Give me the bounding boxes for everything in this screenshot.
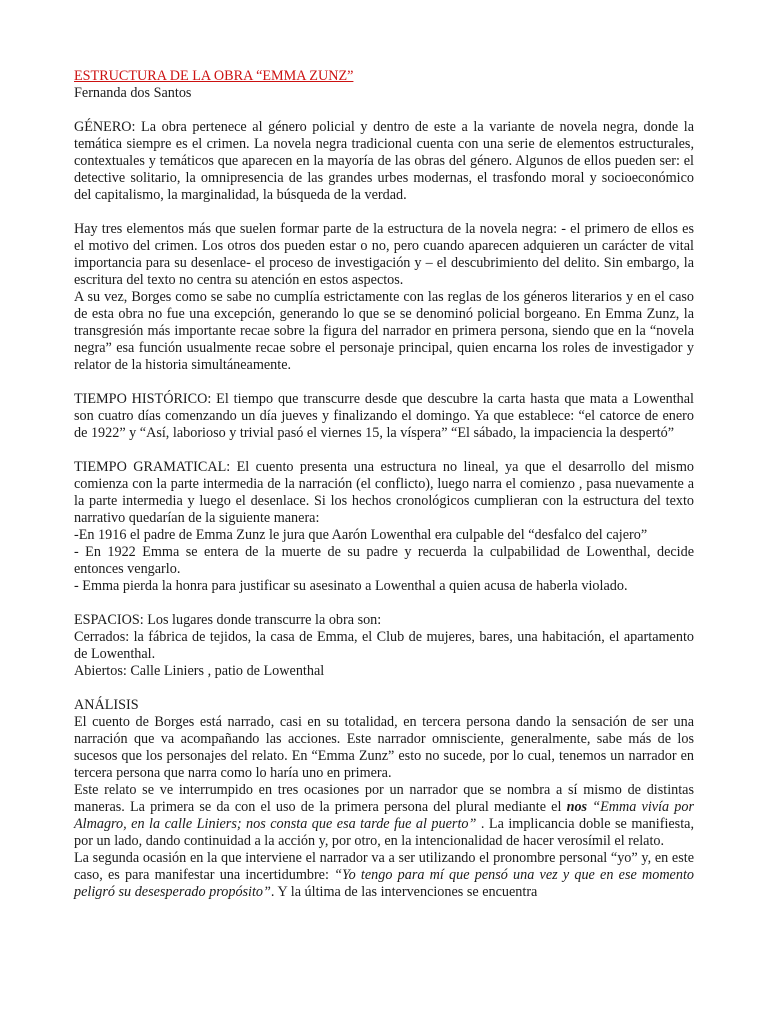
analisis-2-nos: nos — [566, 799, 588, 815]
paragraph-genero: GÉNERO: La obra pertenece al género policial y dentro de este a la variante de novela negra, donde la temática siempre es el crimen. La novela negra tradicional cuenta con una serie de elementos estructurales, contextuales y temáticos que aparecen en la mayoría de las obras del género. Algunos de ellos pueden ser: el detective solitario, la omnipresencia de las grandes urbes modernas, el trasfondo moral y socioeconómico del capitalismo, la marginalidad, la búsqueda de la verdad. — [74, 119, 694, 203]
document-title: ESTRUCTURA DE LA OBRA “EMMA ZUNZ” — [74, 68, 354, 84]
paragraph-abiertos: Abiertos: Calle Liniers , patio de Lowenthal — [74, 663, 325, 679]
document-page — [74, 68, 694, 901]
analisis-3-text-a: La segunda ocasión en la que interviene el narrador va a ser utilizando el pronombre personal “yo” y, en este caso, es para manifestar una incertidumbre: — [74, 850, 694, 883]
paragraph-elementos: Hay tres elementos más que suelen formar parte de la estructura de la novela negra: - el primero de ellos es el motivo del crimen. Los otros dos pueden estar o no, pero cuando aparecen adquieren un carácter de vital importancia para su desenlace- el proceso de investigación y – el descubrimiento del delito. Sin embargo, la escritura del texto no centra su atención en estos aspectos. — [74, 221, 694, 288]
paragraph-cerrados: Cerrados: la fábrica de tejidos, la casa de Emma, el Club de mujeres, bares, una habitación, el apartamento de Lowenthal. — [74, 629, 694, 662]
heading-analisis: ANÁLISIS — [74, 697, 139, 713]
chronology-item-2: - En 1922 Emma se entera de la muerte de su padre y recuerda la culpabilidad de Lowenthal, decide entonces vengarlo. — [74, 544, 694, 577]
paragraph-analisis-3 — [74, 850, 694, 901]
analisis-2-text-b: . La implicancia doble se manifiesta, por un lado, dando continuidad a la acción y, por otro, en la intencionalidad de hacer verosímil el relato. — [74, 816, 694, 849]
paragraph-analisis-2 — [74, 782, 694, 850]
document-author: Fernanda dos Santos — [74, 85, 192, 101]
paragraph-analisis-1: El cuento de Borges está narrado, casi en su totalidad, en tercera persona dando la sensación de ser una narración que va acompañando las acciones. Este narrador omnisciente, generalmente, sabe más de los sucesos que los personajes del relato. En “Emma Zunz” esto no sucede, por lo cual, tenemos un narrador en tercera persona que narra como lo haría uno en primera. — [74, 714, 694, 781]
paragraph-tiempo-historico: TIEMPO HISTÓRICO: El tiempo que transcurre desde que descubre la carta hasta que mata a Lowenthal son cuatro días comenzando un día jueves y finalizando el domingo. Ya que establece: “el catorce de enero de 1922” y “Así, laborioso y trivial pasó el viernes 15, la víspera” “El sábado, la impaciencia la despertó” — [74, 391, 694, 441]
analisis-3-quote: “Yo tengo para mí que pensó una vez y que en ese momento peligró su desesperado propósito” — [74, 867, 694, 900]
paragraph-tiempo-gramatical: TIEMPO GRAMATICAL: El cuento presenta una estructura no lineal, ya que el desarrollo del mismo comienza con la parte intermedia de la narración (el conflicto), luego narra el comienzo , pasa nuevamente a la parte intermedia y luego el desenlace. Si los hechos cronológicos cumplieran con la estructura del texto narrativo quedarían de la siguiente manera: — [74, 459, 694, 526]
paragraph-espacios: ESPACIOS: Los lugares donde transcurre la obra son: — [74, 612, 382, 628]
paragraph-borges: A su vez, Borges como se sabe no cumplía estrictamente con las reglas de los géneros literarios y en el caso de esta obra no fue una excepción, generando lo que se se denominó policial borgeano. En Emma Zunz, la transgresión más importante recae sobre la figura del narrador en primera persona, siendo que en la “novela negra” esa función usualmente recae sobre el personaje principal, quien encarna los roles de investigador y relator de la historia simultáneamente. — [74, 289, 694, 373]
analisis-2-text-a: Este relato se ve interrumpido en tres ocasiones por un narrador que se nombra a sí mismo de distintas maneras. La primera se da con el uso de la primera persona del plural mediante el — [74, 782, 694, 815]
analisis-2-quote: “Emma vivía por Almagro, en la calle Liniers; nos consta que esa tarde fue al puerto” — [74, 799, 694, 832]
chronology-item-1: -En 1916 el padre de Emma Zunz le jura que Aarón Lowenthal era culpable del “desfalco del cajero” — [74, 527, 648, 543]
analisis-3-text-b: . Y la última de las intervenciones se encuentra — [270, 884, 538, 900]
chronology-item-3: - Emma pierda la honra para justificar su asesinato a Lowenthal a quien acusa de haberla violado. — [74, 578, 628, 594]
